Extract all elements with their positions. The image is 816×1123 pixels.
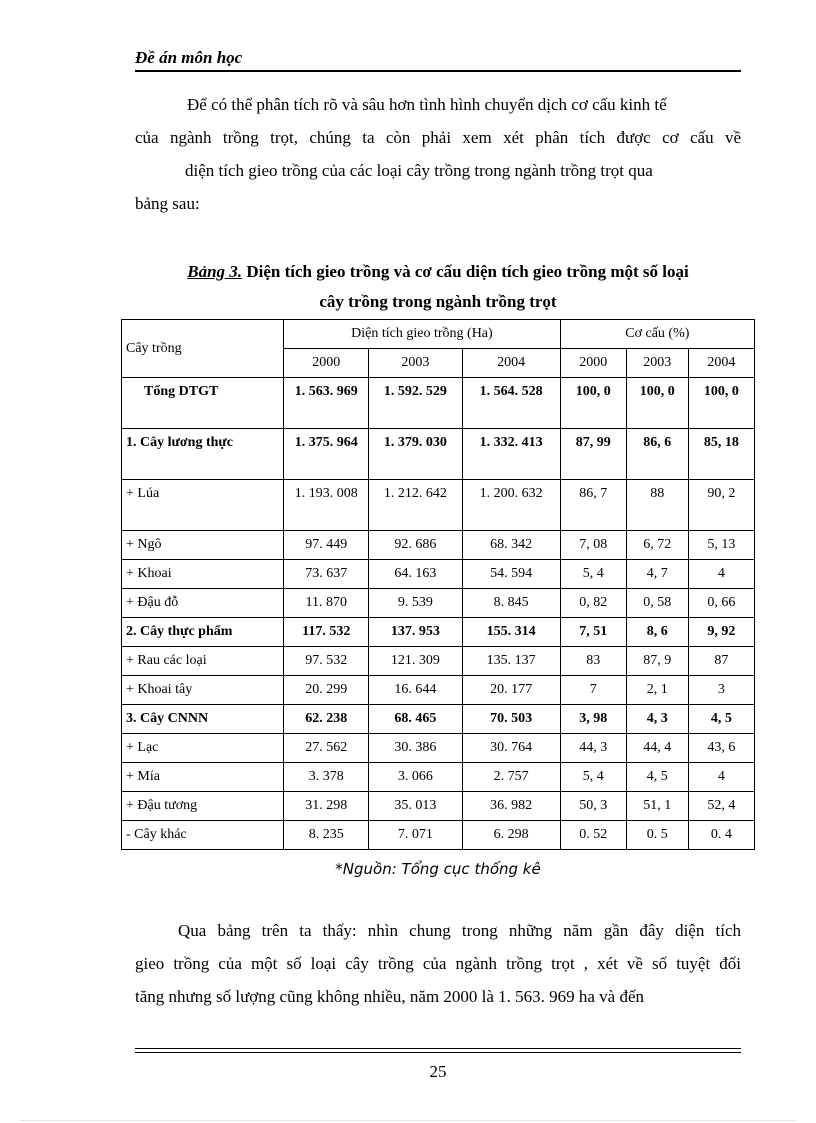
table-cell: 1. 212. 642 xyxy=(369,480,462,531)
table-cell: 9, 92 xyxy=(688,618,754,647)
table-cell: 1. 563. 969 xyxy=(284,378,369,429)
table-row xyxy=(122,429,755,480)
table-row xyxy=(122,618,755,647)
row-label: + Lúa xyxy=(122,480,284,531)
table-cell: 20. 177 xyxy=(462,676,560,705)
table-cell: 2. 757 xyxy=(462,763,560,792)
table-cell: 5, 4 xyxy=(560,763,626,792)
table-cell: 86, 7 xyxy=(560,480,626,531)
crop-column-header: Cây trồng xyxy=(122,320,284,378)
intro-line-1: Để có thể phân tích rõ và sâu hơn tình hình chuyển dịch cơ cấu kinh tế xyxy=(187,95,667,114)
table-cell: 51, 1 xyxy=(626,792,688,821)
table-cell: 20. 299 xyxy=(284,676,369,705)
table-row xyxy=(122,589,755,618)
year-header: 2003 xyxy=(369,349,462,378)
conclusion-line-2: gieo trồng của một số loại cây trồng của ngành trồng trọt , xét về số tuyệt đối xyxy=(135,954,741,973)
table-cell: 117. 532 xyxy=(284,618,369,647)
table-cell: 62. 238 xyxy=(284,705,369,734)
table-row xyxy=(122,480,755,531)
crop-area-table xyxy=(121,319,755,850)
table-cell: 8, 6 xyxy=(626,618,688,647)
table-cell: 121. 309 xyxy=(369,647,462,676)
table-cell: 6. 298 xyxy=(462,821,560,850)
table-cell: 4, 5 xyxy=(626,763,688,792)
table-row xyxy=(122,647,755,676)
table-cell: 90, 2 xyxy=(688,480,754,531)
year-header: 2004 xyxy=(462,349,560,378)
table-cell: 64. 163 xyxy=(369,560,462,589)
table-cell: 5, 13 xyxy=(688,531,754,560)
row-label: + Mía xyxy=(122,763,284,792)
table-cell: 68. 342 xyxy=(462,531,560,560)
table-cell: 155. 314 xyxy=(462,618,560,647)
year-header: 2000 xyxy=(560,349,626,378)
intro-line-4: bảng sau: xyxy=(135,194,200,213)
caption-text: Diện tích gieo trồng và cơ cấu diện tích gieo trồng một số loại xyxy=(242,262,689,281)
conclusion-paragraph xyxy=(135,914,741,1013)
year-header: 2000 xyxy=(284,349,369,378)
table-cell: 100, 0 xyxy=(626,378,688,429)
table-cell: 0, 58 xyxy=(626,589,688,618)
caption-label: Bảng 3. xyxy=(187,262,243,281)
table-cell: 30. 386 xyxy=(369,734,462,763)
table-row xyxy=(122,763,755,792)
page-number: 25 xyxy=(429,1062,447,1081)
table-cell: 73. 637 xyxy=(284,560,369,589)
table-row xyxy=(122,792,755,821)
year-header: 2004 xyxy=(688,349,754,378)
row-label: 3. Cây CNNN xyxy=(122,705,284,734)
conclusion-line-3: tăng nhưng số lượng cũng không nhiều, năm 2000 là 1. 563. 969 ha và đến xyxy=(135,987,645,1006)
table-cell: 100, 0 xyxy=(560,378,626,429)
table-cell: 97. 532 xyxy=(284,647,369,676)
intro-line-3: diện tích gieo trồng của các loại cây trồng trong ngành trồng trọt qua xyxy=(185,161,653,180)
table-cell: 1. 200. 632 xyxy=(462,480,560,531)
table-cell: 1. 332. 413 xyxy=(462,429,560,480)
table-cell: 68. 465 xyxy=(369,705,462,734)
row-label: - Cây khác xyxy=(122,821,284,850)
table-row xyxy=(122,531,755,560)
table-cell: 97. 449 xyxy=(284,531,369,560)
table-cell: 1. 193. 008 xyxy=(284,480,369,531)
table-cell: 2, 1 xyxy=(626,676,688,705)
table-cell: 0. 5 xyxy=(626,821,688,850)
table-cell: 4, 3 xyxy=(626,705,688,734)
table-cell: 0. 52 xyxy=(560,821,626,850)
table-cell: 54. 594 xyxy=(462,560,560,589)
table-cell: 35. 013 xyxy=(369,792,462,821)
table-cell: 87 xyxy=(688,647,754,676)
year-header: 2003 xyxy=(626,349,688,378)
table-source-note: *Nguồn: Tổng cục thống kê xyxy=(335,860,541,878)
caption-line-1 xyxy=(135,257,741,287)
table-cell: 16. 644 xyxy=(369,676,462,705)
table-cell: 8. 235 xyxy=(284,821,369,850)
table-group-header-row xyxy=(122,320,755,349)
document-header xyxy=(135,48,741,72)
table-cell: 3 xyxy=(688,676,754,705)
table-cell: 1. 564. 528 xyxy=(462,378,560,429)
table-cell: 3, 98 xyxy=(560,705,626,734)
table-cell: 43, 6 xyxy=(688,734,754,763)
row-label: 1. Cây lương thực xyxy=(122,429,284,480)
table-cell: 4, 5 xyxy=(688,705,754,734)
table-cell: 6, 72 xyxy=(626,531,688,560)
table-row xyxy=(122,560,755,589)
table-cell: 87, 9 xyxy=(626,647,688,676)
table-cell: 30. 764 xyxy=(462,734,560,763)
table-cell: 9. 539 xyxy=(369,589,462,618)
row-label: Tổng DTGT xyxy=(122,378,284,429)
table-cell: 4 xyxy=(688,763,754,792)
row-label: + Khoai xyxy=(122,560,284,589)
row-label: + Rau các loại xyxy=(122,647,284,676)
table-cell: 86, 6 xyxy=(626,429,688,480)
table-cell: 1. 375. 964 xyxy=(284,429,369,480)
row-label: 2. Cây thực phẩm xyxy=(122,618,284,647)
row-label: + Đậu đỗ xyxy=(122,589,284,618)
table-cell: 88 xyxy=(626,480,688,531)
row-label: + Khoai tây xyxy=(122,676,284,705)
table-cell: 52, 4 xyxy=(688,792,754,821)
table-cell: 100, 0 xyxy=(688,378,754,429)
table-cell: 44, 3 xyxy=(560,734,626,763)
table-cell: 1. 592. 529 xyxy=(369,378,462,429)
table-cell: 7, 08 xyxy=(560,531,626,560)
table-cell: 11. 870 xyxy=(284,589,369,618)
table-cell: 87, 99 xyxy=(560,429,626,480)
table-cell: 0, 82 xyxy=(560,589,626,618)
table-cell: 3. 378 xyxy=(284,763,369,792)
table-row xyxy=(122,705,755,734)
table-cell: 44, 4 xyxy=(626,734,688,763)
row-label: + Ngô xyxy=(122,531,284,560)
table-row xyxy=(122,378,755,429)
table-cell: 85, 18 xyxy=(688,429,754,480)
table-cell: 135. 137 xyxy=(462,647,560,676)
footer-divider xyxy=(135,1048,741,1053)
table-cell: 27. 562 xyxy=(284,734,369,763)
table-cell: 1. 379. 030 xyxy=(369,429,462,480)
table-row xyxy=(122,676,755,705)
table-cell: 83 xyxy=(560,647,626,676)
table-cell: 70. 503 xyxy=(462,705,560,734)
table-cell: 7 xyxy=(560,676,626,705)
table-cell: 36. 982 xyxy=(462,792,560,821)
table-cell: 92. 686 xyxy=(369,531,462,560)
conclusion-line-1: Qua bảng trên ta thấy: nhìn chung trong những năm gần đây diện tích xyxy=(178,921,741,940)
table-caption xyxy=(135,257,741,317)
table-cell: 8. 845 xyxy=(462,589,560,618)
table-cell: 137. 953 xyxy=(369,618,462,647)
row-label: + Lạc xyxy=(122,734,284,763)
table-cell: 4 xyxy=(688,560,754,589)
area-group-header: Diện tích gieo trồng (Ha) xyxy=(284,320,560,349)
structure-group-header: Cơ cấu (%) xyxy=(560,320,754,349)
intro-line-2: của ngành trồng trọt, chúng ta còn phải xem xét phân tích được cơ cấu về xyxy=(135,128,741,147)
table-row xyxy=(122,821,755,850)
table-cell: 0. 4 xyxy=(688,821,754,850)
row-label: + Đậu tương xyxy=(122,792,284,821)
table-cell: 50, 3 xyxy=(560,792,626,821)
table-row xyxy=(122,734,755,763)
table-cell: 7. 071 xyxy=(369,821,462,850)
table-cell: 4, 7 xyxy=(626,560,688,589)
table-cell: 0, 66 xyxy=(688,589,754,618)
intro-paragraph xyxy=(135,88,741,220)
table-cell: 31. 298 xyxy=(284,792,369,821)
header-title: Đề án môn học xyxy=(135,48,243,67)
page-edge-divider xyxy=(20,1120,796,1121)
table-cell: 5, 4 xyxy=(560,560,626,589)
table-cell: 3. 066 xyxy=(369,763,462,792)
table-cell: 7, 51 xyxy=(560,618,626,647)
caption-line-2: cây trồng trong ngành trồng trọt xyxy=(319,292,557,311)
